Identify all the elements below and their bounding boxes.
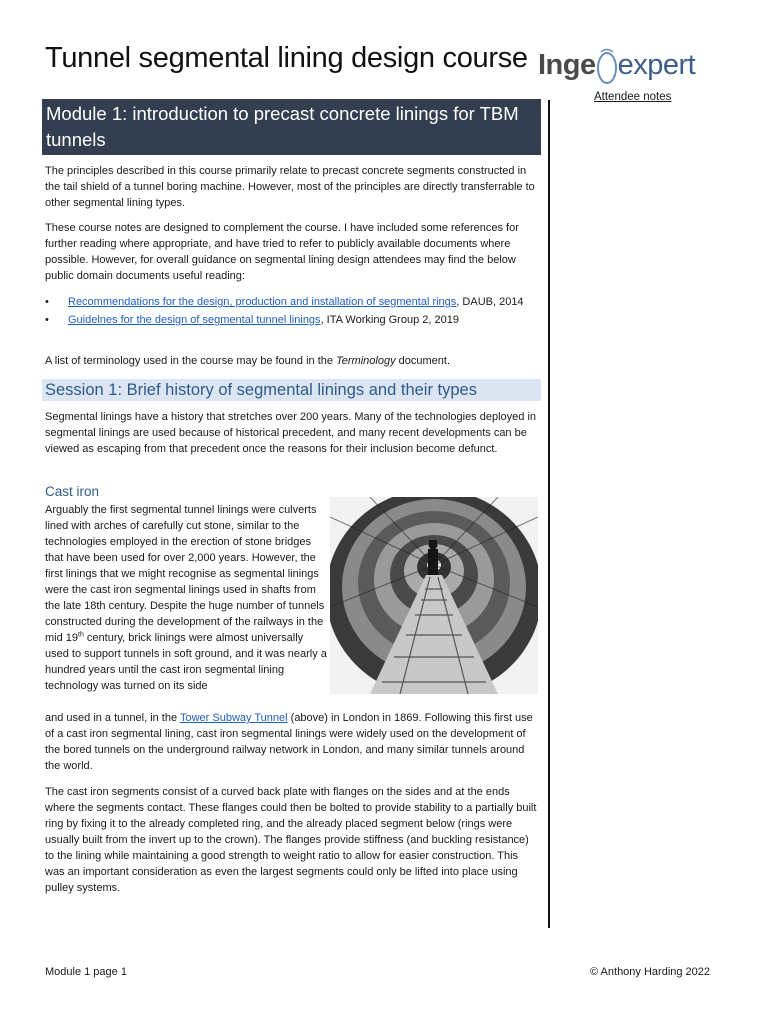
attendee-notes-label: Attendee notes xyxy=(594,91,672,103)
session-heading: Session 1: Brief history of segmental linings and their types xyxy=(42,379,541,401)
cast-iron-text-a: Arguably the first segmental tunnel linings were culverts lined with arches of carefully cut stone, similar to the technologies employed in the erection of stone bridges that have been used for over 2,000 years. However, the first linings that we might recognise as segmental linings were the cast iron segmental linings used in shafts from the late 18th century. Despite the huge number of tunnels constructed during the development of the railways in the mid 19 xyxy=(45,504,325,644)
cast-iron-text-c: and used in a tunnel, in the xyxy=(45,712,180,724)
logo-mark-icon xyxy=(594,46,620,86)
reference-item xyxy=(45,312,538,328)
terminology-text-b: document. xyxy=(395,355,450,367)
cast-iron-paragraph-3-text: The cast iron segments consist of a curved back plate with flanges on the sides and at the ends where the segments contact. These flanges could then be bolted to provide stability to a partially built ring by fixing it to the already completed ring, and the already placed segment below (rings were usually built from the invert up to the crown). The flanges provide stiffness (and buckling resistance) to the lining while maintaining a good strength to weight ratio to allow for easier construction. This was an important consideration as even the largest segments could only be lifted into place using pulley systems. xyxy=(45,786,537,894)
page-title: Tunnel segmental lining design course xyxy=(45,42,528,74)
cast-iron-text-b: century, brick linings were almost universally used to support tunnels in soft ground, and it was nearly a hundred years until the cast iron segmental lining technology was turned on its side xyxy=(45,632,327,692)
session-paragraph-1 xyxy=(45,409,538,457)
terminology-text-a: A list of terminology used in the course may be found in the xyxy=(45,355,337,367)
terminology-paragraph xyxy=(45,353,538,369)
bullet: • xyxy=(45,296,49,308)
tower-subway-link[interactable]: Tower Subway Tunnel xyxy=(179,712,288,724)
tunnel-illustration xyxy=(330,497,538,694)
session-paragraph-1-text: Segmental linings have a history that stretches over 200 years. Many of the technologies deployed in segmental linings are used because of historical precedent, and many recent developments can be viewed as escaping from that precedent once the reasons for their inclusion become defunct. xyxy=(45,411,537,455)
reference-item xyxy=(45,294,538,310)
cast-iron-heading: Cast iron xyxy=(45,484,100,499)
module-banner: Module 1: introduction to precast concrete linings for TBM tunnels xyxy=(42,99,541,155)
reference-link-ita[interactable]: Guidelnes for the design of segmental tunnel linings xyxy=(68,314,321,326)
superscript: th xyxy=(78,631,84,639)
intro-paragraph-2 xyxy=(45,220,538,284)
reference-link-daub[interactable]: Recommendations for the design, production and installation of segmental rings xyxy=(68,296,457,308)
intro-paragraph-1 xyxy=(45,163,538,211)
cast-iron-text-d: (above) in London in 1869. Following this first use of a cast iron segmental lining, cast iron segmental linings were widely used on the development of the bored tunnels on the underground railway network in London, and many similar tunnels around the world. xyxy=(45,712,533,772)
bullet: • xyxy=(45,314,49,326)
logo-text-left: Inge xyxy=(538,49,596,81)
reference-list xyxy=(45,294,538,330)
cast-iron-paragraph-1 xyxy=(45,502,330,694)
reference-suffix: , DAUB, 2014 xyxy=(456,296,524,308)
cast-iron-paragraph-3 xyxy=(45,784,538,896)
footer-copyright: © Anthony Harding 2022 xyxy=(590,966,711,978)
ingexpert-logo xyxy=(538,44,718,86)
terminology-italic: Terminology xyxy=(336,355,396,367)
cast-iron-paragraph-2 xyxy=(45,710,538,774)
logo-text-right: expert xyxy=(617,49,696,81)
reference-suffix: , ITA Working Group 2, 2019 xyxy=(320,314,459,326)
tower-subway-tunnel-engraving xyxy=(330,497,538,694)
intro-paragraph-2-text: These course notes are designed to complement the course. I have included some references for further reading where appropriate, and have tried to refer to publicly available documents where possible. However, for overall guidance on segmental lining design attendees may find the below public domain documents useful reading: xyxy=(45,222,519,282)
intro-paragraph-1-text: The principles described in this course primarily relate to precast concrete segments constructed in the tail shield of a tunnel boring machine. However, most of the principles are directly transferrable to other segmental lining types. xyxy=(45,165,535,209)
notes-column-divider xyxy=(548,100,550,928)
footer-page-number: Module 1 page 1 xyxy=(45,966,127,978)
